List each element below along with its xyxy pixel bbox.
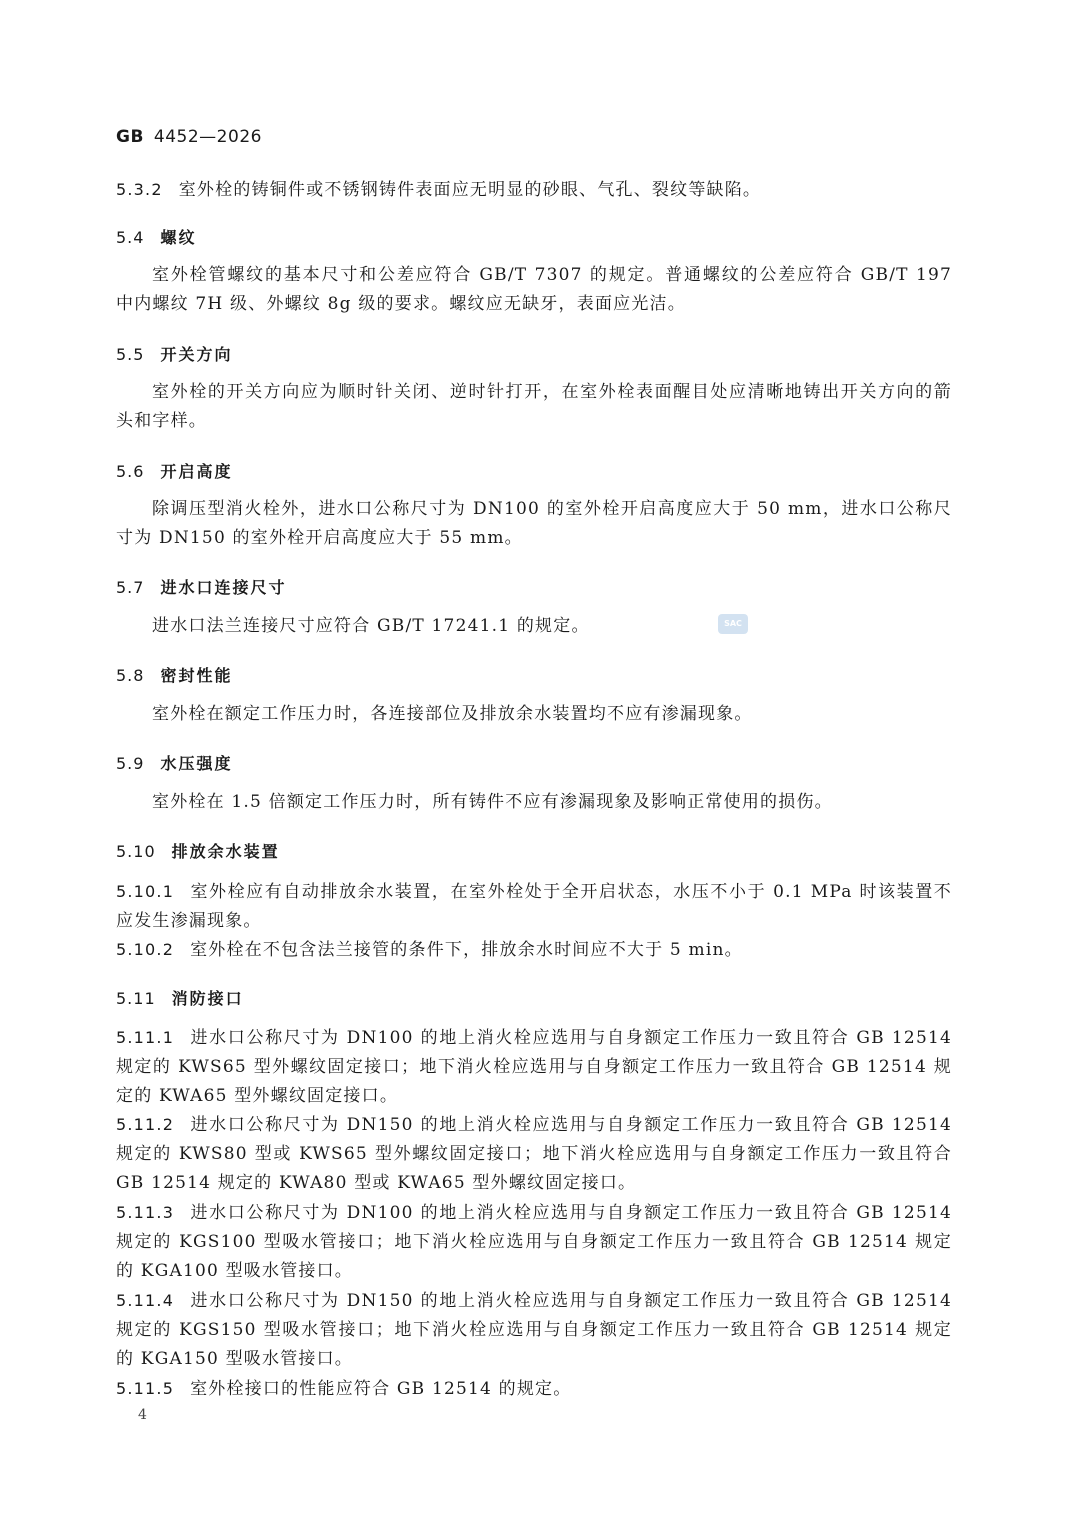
clause-text: 进水口公称尺寸为 DN150 的地上消火栓应选用与自身额定工作压力一致且符合 GB 12514 规定的 KGS150 型吸水管接口；地下消火栓应选用与自身额定工作压力一致且符合 GB 12514 规定的 KGA150 型吸水管接口。 <box>116 1291 952 1369</box>
section-title: 螺纹 <box>160 228 197 247</box>
section-heading-5-7 <box>116 575 286 598</box>
section-title: 排放余水装置 <box>171 842 280 861</box>
clause-5-11-4 <box>116 1286 952 1374</box>
section-body-5-6: 除调压型消火栓外，进水口公称尺寸为 DN100 的室外栓开启高度应大于 50 mm，进水口公称尺寸为 DN150 的室外栓开启高度应大于 55 mm。 <box>116 499 952 548</box>
clause-5-10-1 <box>116 877 952 936</box>
sac-watermark-logo: SAC <box>718 614 748 634</box>
clause-5-11-3 <box>116 1198 952 1286</box>
section-number: 5.8 <box>116 666 145 685</box>
section-body-5-9: 室外栓在 1.5 倍额定工作压力时，所有铸件不应有渗漏现象及影响正常使用的损伤。 <box>152 792 833 812</box>
clause-text: 进水口公称尺寸为 DN150 的地上消火栓应选用与自身额定工作压力一致且符合 GB 12514 规定的 KWS80 型或 KWS65 型外螺纹固定接口；地下消火栓应选用与自身额定工作压力一致且符合 GB 12514 规定的 KWA80 型或 KWA65 型外螺纹固定接口。 <box>116 1115 952 1193</box>
clause-text: 室外栓在不包含法兰接管的条件下，排放余水时间应不大于 5 min。 <box>190 940 743 960</box>
section-title: 消防接口 <box>171 989 244 1008</box>
section-title: 水压强度 <box>160 754 233 773</box>
section-number: 5.10 <box>116 842 156 861</box>
clause-number: 5.10.1 <box>116 882 175 901</box>
section-title: 密封性能 <box>160 666 233 685</box>
clause-text: 室外栓应有自动排放余水装置，在室外栓处于全开启状态，水压不小于 0.1 MPa 时该装置不应发生渗漏现象。 <box>116 882 952 931</box>
clause-text: 室外栓的铸铜件或不锈钢铸件表面应无明显的砂眼、气孔、裂纹等缺陷。 <box>178 180 762 200</box>
section-body-5-7: 进水口法兰连接尺寸应符合 GB/T 17241.1 的规定。 <box>152 616 590 636</box>
section-number: 5.11 <box>116 989 156 1008</box>
clause-text: 进水口公称尺寸为 DN100 的地上消火栓应选用与自身额定工作压力一致且符合 GB 12514 规定的 KWS65 型外螺纹固定接口；地下消火栓应选用与自身额定工作压力一致且符合 GB 12514 规定的 KWA65 型外螺纹固定接口。 <box>116 1028 952 1106</box>
section-heading-5-9 <box>116 751 232 774</box>
clause-number: 5.11.4 <box>116 1291 175 1310</box>
section-number: 5.6 <box>116 462 145 481</box>
section-heading-5-6 <box>116 459 232 482</box>
section-number: 5.7 <box>116 578 145 597</box>
clause-text: 进水口公称尺寸为 DN100 的地上消火栓应选用与自身额定工作压力一致且符合 GB 12514 规定的 KGS100 型吸水管接口；地下消火栓应选用与自身额定工作压力一致且符合 GB 12514 规定的 KGA100 型吸水管接口。 <box>116 1203 952 1281</box>
section-title: 开启高度 <box>160 462 233 481</box>
standard-number: 4452—2026 <box>153 127 262 147</box>
section-heading-5-10 <box>116 839 280 862</box>
section-title: 进水口连接尺寸 <box>160 578 287 597</box>
standard-header <box>116 127 262 147</box>
clause-text: 室外栓接口的性能应符合 GB 12514 的规定。 <box>190 1379 572 1399</box>
section-number: 5.4 <box>116 228 145 247</box>
section-heading-5-8 <box>116 663 232 686</box>
section-body-5-8: 室外栓在额定工作压力时，各连接部位及排放余水装置均不应有渗漏现象。 <box>152 704 753 724</box>
clause-5-11-5 <box>116 1374 952 1404</box>
page-number: 4 <box>138 1407 147 1423</box>
section-body-5-4: 室外栓管螺纹的基本尺寸和公差应符合 GB/T 7307 的规定。普通螺纹的公差应符合 GB/T 197 中内螺纹 7H 级、外螺纹 8g 级的要求。螺纹应无缺牙，表面应光洁。 <box>116 265 952 314</box>
clause-number: 5.11.5 <box>116 1379 175 1398</box>
clause-number: 5.10.2 <box>116 940 175 959</box>
section-heading-5-4 <box>116 225 196 248</box>
clause-5-11-2 <box>116 1110 952 1198</box>
clause-number: 5.11.1 <box>116 1028 175 1047</box>
clause-number: 5.11.2 <box>116 1115 175 1134</box>
standard-code: GB <box>116 127 144 147</box>
section-title: 开关方向 <box>160 345 233 364</box>
section-heading-5-5 <box>116 342 232 365</box>
section-heading-5-11 <box>116 986 244 1009</box>
clause-5-10-2 <box>116 935 952 965</box>
clause-5-3-2 <box>116 175 952 205</box>
clause-number: 5.11.3 <box>116 1203 175 1222</box>
section-number: 5.5 <box>116 345 145 364</box>
section-number: 5.9 <box>116 754 145 773</box>
section-body-5-5: 室外栓的开关方向应为顺时针关闭、逆时针打开，在室外栓表面醒目处应清晰地铸出开关方向的箭头和字样。 <box>116 382 952 431</box>
clause-number: 5.3.2 <box>116 180 163 199</box>
clause-5-11-1 <box>116 1023 952 1111</box>
